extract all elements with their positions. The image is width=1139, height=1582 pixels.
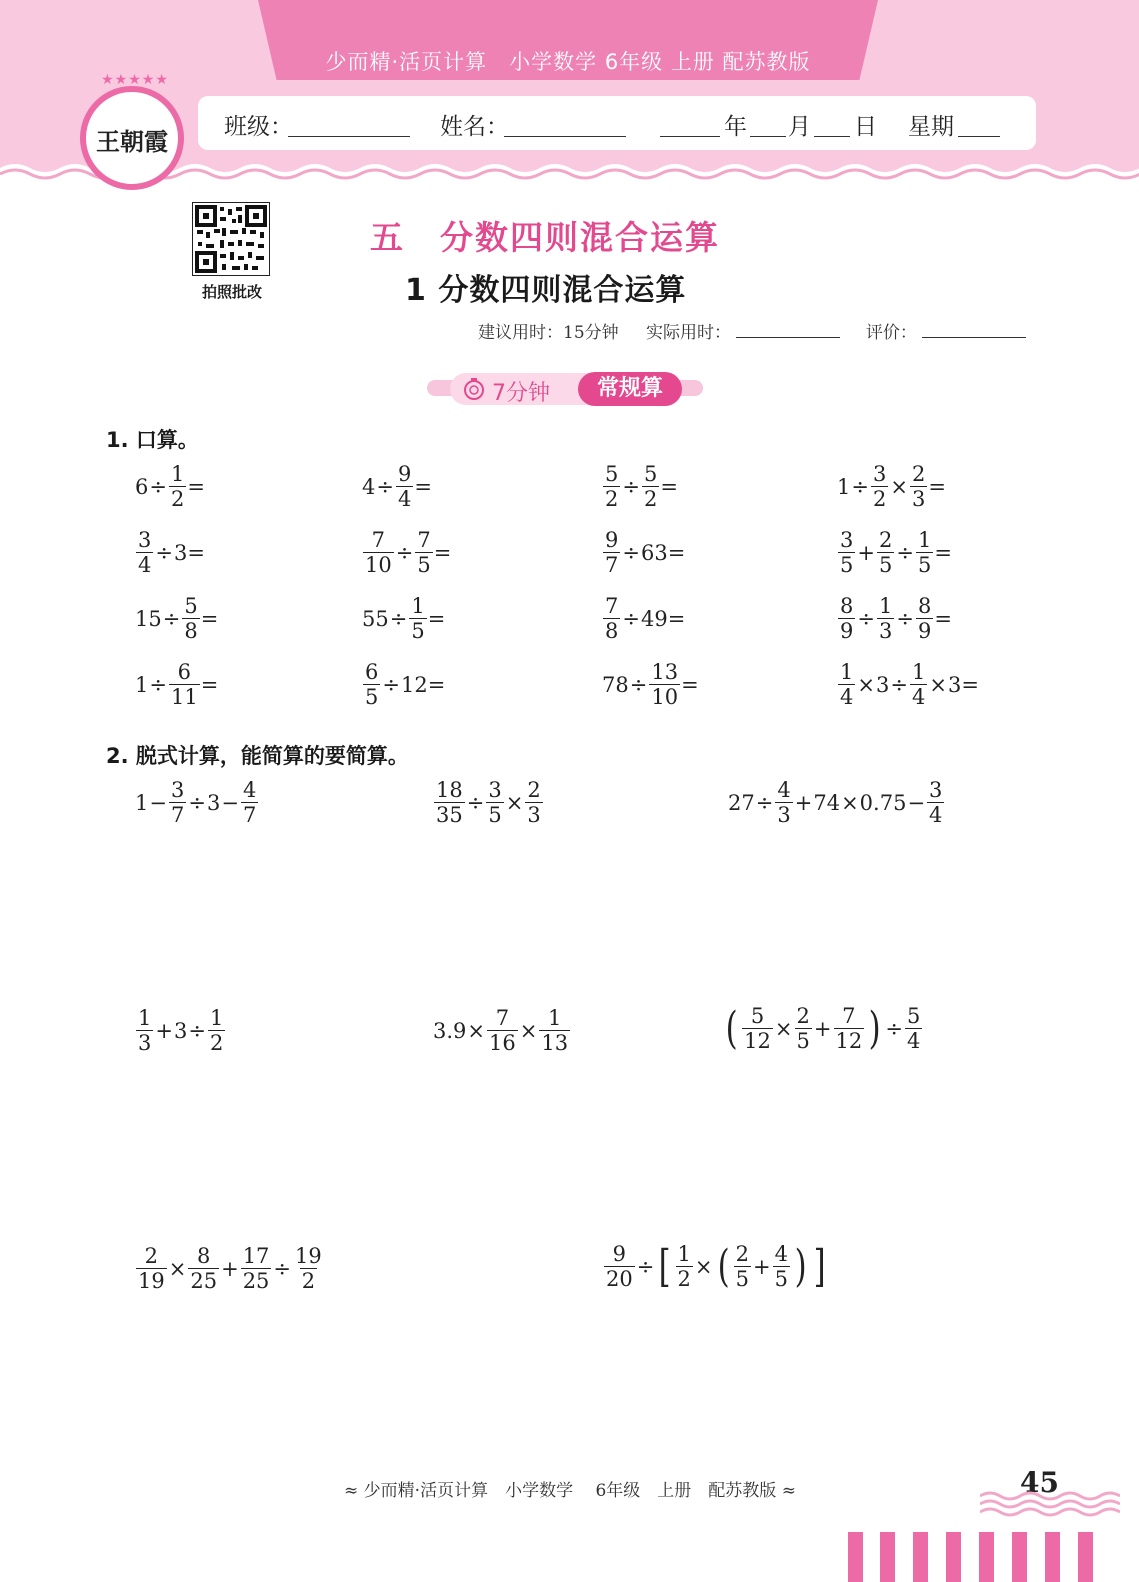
footer-wave-decoration xyxy=(980,1488,1120,1518)
month-label: 月 xyxy=(788,114,811,140)
rating-label: 评价： xyxy=(865,323,917,343)
stopwatch-icon xyxy=(462,377,486,401)
suggested-time: 建议用时：15分钟 xyxy=(478,323,619,343)
rating-field[interactable] xyxy=(922,321,1026,338)
calc-problem: 27 ÷ $\frac{4}{3}$ + 74 × 0.75 − $\frac{3}{4}$ xyxy=(728,778,943,827)
footer-stripe xyxy=(848,1532,863,1582)
class-label: 班级： xyxy=(224,114,293,140)
calc-problem: 3.9 × $\frac{7}{16}$ × $\frac{1}{13}$ xyxy=(433,1006,569,1055)
calc-problem: $\frac{9}{20}$ ÷ [ $\frac{1}{2}$ × ( $\frac{2}{5}$ + $\frac{4}{5}$ ) ] xyxy=(606,1240,826,1292)
oral-problem: 4 ÷ $\frac{9}{4}$ = xyxy=(362,462,432,511)
oral-problem: $\frac{8}{9}$ ÷ $\frac{1}{3}$ ÷ $\frac{8}{9}$ = xyxy=(840,594,952,643)
section-1-title: 1. 口算。 xyxy=(106,428,199,452)
page-number: 45 xyxy=(1020,1466,1059,1499)
series-title: 少而精·活页计算 小学数学 6年级 上册 配苏教版 xyxy=(325,50,811,74)
oral-problem: $\frac{9}{7}$ ÷ 63= xyxy=(605,528,686,577)
actual-time-field[interactable] xyxy=(736,321,840,338)
name-field[interactable] xyxy=(504,136,626,137)
month-field[interactable] xyxy=(750,136,786,137)
oral-problem: 6 ÷ $\frac{1}{2}$ = xyxy=(135,462,205,511)
oral-problem: $\frac{1}{4}$ × 3 ÷ $\frac{1}{4}$ × 3= xyxy=(840,660,979,709)
oral-problem: $\frac{6}{5}$ ÷ 12= xyxy=(365,660,446,709)
year-label: 年 xyxy=(724,114,747,140)
calc-problem: $\frac{2}{19}$ × $\frac{8}{25}$ + $\frac{17}{25}$ ÷ $\frac{19}{2}$ xyxy=(138,1244,322,1293)
qr-caption: 拍照批改 xyxy=(201,283,262,301)
footer-text: ≈ 少而精·活页计算 小学数学 6年级 上册 配苏教版 ≈ xyxy=(344,1481,796,1501)
lesson-title: 1 分数四则混合运算 xyxy=(405,273,687,308)
oral-problem: $\frac{3}{5}$ + $\frac{2}{5}$ ÷ $\frac{1}{5}$ = xyxy=(840,528,952,577)
brand-logo xyxy=(80,86,184,190)
footer-stripe xyxy=(913,1532,928,1582)
calc-problem: $\frac{18}{35}$ ÷ $\frac{3}{5}$ × $\frac{2}{3}$ xyxy=(436,778,541,827)
day-field[interactable] xyxy=(814,136,850,137)
logo-text: 王朝霞 xyxy=(96,127,168,156)
oral-problem: $\frac{7}{10}$ ÷ $\frac{7}{5}$ = xyxy=(365,528,452,577)
oral-problem: 55 ÷ $\frac{1}{5}$ = xyxy=(362,594,446,643)
banner-time: 7分钟 xyxy=(492,381,550,406)
actual-time-label: 实际用时： xyxy=(646,323,732,343)
oral-problem: 1 ÷ $\frac{3}{2}$ × $\frac{2}{3}$ = xyxy=(837,462,946,511)
student-info-bar xyxy=(198,96,1036,150)
logo-stars-icon: ★★★★★ xyxy=(101,72,169,88)
chapter-title: 五 分数四则混合运算 xyxy=(370,218,720,257)
oral-problem: 78 ÷ $\frac{13}{10}$ = xyxy=(602,660,699,709)
name-label: 姓名： xyxy=(440,114,509,140)
time-row xyxy=(478,318,1026,343)
section-2-title: 2. 脱式计算，能简算的要简算。 xyxy=(106,744,409,768)
oral-problem: 15 ÷ $\frac{5}{8}$ = xyxy=(135,594,219,643)
footer-stripe xyxy=(880,1532,895,1582)
weekday-label: 星期 xyxy=(908,114,954,140)
footer-stripe xyxy=(1012,1532,1027,1582)
day-label: 日 xyxy=(854,114,877,140)
qr-code-icon[interactable] xyxy=(192,202,270,276)
oral-problem: $\frac{7}{8}$ ÷ 49= xyxy=(605,594,686,643)
oral-problem: 1 ÷ $\frac{6}{11}$ = xyxy=(135,660,219,709)
oral-problem: $\frac{3}{4}$ ÷ 3= xyxy=(138,528,205,577)
footer-stripe xyxy=(1078,1532,1093,1582)
footer-stripe xyxy=(1045,1532,1060,1582)
class-field[interactable] xyxy=(288,136,410,137)
oral-problem: $\frac{5}{2}$ ÷ $\frac{5}{2}$ = xyxy=(605,462,678,511)
footer-stripe xyxy=(979,1532,994,1582)
year-field[interactable] xyxy=(660,136,720,137)
calc-problem: ( $\frac{5}{12}$ × $\frac{2}{5}$ + $\frac{7}{12}$ ) ÷ $\frac{5}{4}$ xyxy=(725,1002,921,1054)
calc-problem: 1 − $\frac{3}{7}$ ÷ 3 − $\frac{4}{7}$ xyxy=(135,778,257,827)
weekday-field[interactable] xyxy=(958,136,1000,137)
footer-stripe xyxy=(946,1532,961,1582)
banner-tag: 常规算 xyxy=(578,372,682,406)
calc-problem: $\frac{1}{3}$ + 3 ÷ $\frac{1}{2}$ xyxy=(138,1006,224,1055)
